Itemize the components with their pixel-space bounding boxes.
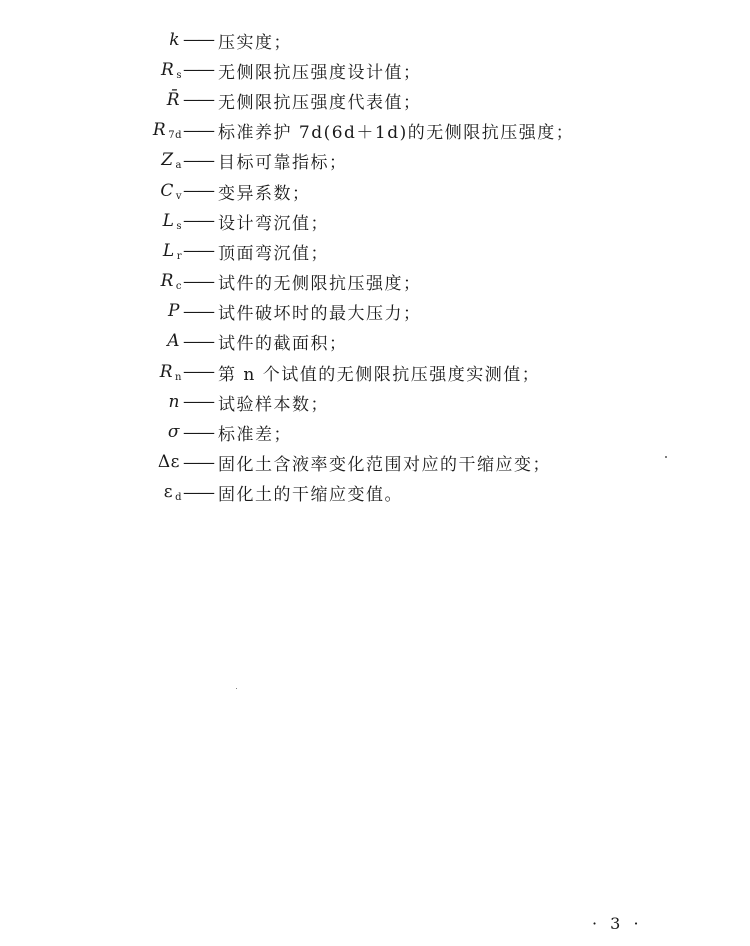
symbol: ε $_d$ [163,482,182,504]
em-dash: —— [183,150,213,171]
symbol-row-r7d [0,116,750,146]
symbol: σ [167,422,180,443]
em-dash: —— [183,120,213,141]
symbol-row-n [0,387,750,417]
symbol: R $_{7d}$ [152,120,182,142]
symbol: R $_s$ [161,59,182,81]
symbol-description: 压实度； [218,32,292,53]
symbol: k [169,29,180,50]
symbol: C $_v$ [160,180,182,202]
symbol-definition-list [0,25,750,508]
symbol: Z $_a$ [161,150,182,172]
page-number: · 3 · [592,914,643,933]
symbol-description: 试件破坏时的最大压力； [218,304,422,325]
symbol: R $_c$ [160,271,182,293]
em-dash: —— [183,452,213,473]
symbol-description: 固化土的干缩应变值。 [218,485,403,506]
em-dash: —— [183,60,213,81]
symbol-row-rs [0,55,750,85]
em-dash: —— [183,331,213,352]
em-dash: —— [183,90,213,111]
em-dash: —— [183,422,213,443]
symbol-row-ls [0,206,750,236]
em-dash: —— [183,482,213,503]
symbol-description: 试件的截面积； [218,334,348,355]
scan-speck [665,456,667,458]
symbol-row-za [0,146,750,176]
symbol-description: 标准差； [218,425,292,446]
em-dash: —— [183,181,213,202]
symbol-row-a [0,327,750,357]
symbol-row-rbar [0,85,750,115]
symbol-row-rc [0,267,750,297]
symbol: A [167,331,180,352]
symbol-row-epsilon-d [0,478,750,508]
symbol: Δε [157,452,180,473]
symbol-description: 第 n 个试值的无侧限抗压强度实测值； [218,364,541,385]
symbol: R̄ [166,89,180,110]
symbol-description: 无侧限抗压强度代表值； [218,92,422,113]
em-dash: —— [183,271,213,292]
symbol-description: 设计弯沉值； [218,213,329,234]
em-dash: —— [183,362,213,383]
symbol-row-p [0,297,750,327]
symbol-description: 固化土含液率变化范围对应的干缩应变； [218,455,551,476]
symbol-description: 变异系数； [218,183,311,204]
symbol: P [168,301,180,322]
symbol: R $_n$ [159,361,182,383]
symbol-row-lr [0,236,750,266]
symbol-description: 顶面弯沉值； [218,243,329,264]
symbol: L $_s$ [162,210,182,232]
symbol-row-cv [0,176,750,206]
symbol-row-sigma [0,417,750,447]
em-dash: —— [183,392,213,413]
symbol-row-k [0,25,750,55]
em-dash: —— [183,211,213,232]
symbol-description: 试件的无侧限抗压强度； [218,274,422,295]
scan-speck [236,688,237,689]
em-dash: —— [183,241,213,262]
symbol-description: 标准养护 7d(6d＋1d)的无侧限抗压强度； [218,123,575,144]
symbol-row-rn [0,357,750,387]
symbol: n [168,391,180,412]
em-dash: —— [183,30,213,51]
symbol-description: 无侧限抗压强度设计值； [218,62,422,83]
symbol: L $_r$ [162,240,182,262]
symbol-description: 目标可靠指标； [218,153,348,174]
symbol-row-delta-epsilon [0,448,750,478]
em-dash: —— [183,301,213,322]
symbol-description: 试验样本数； [218,394,329,415]
